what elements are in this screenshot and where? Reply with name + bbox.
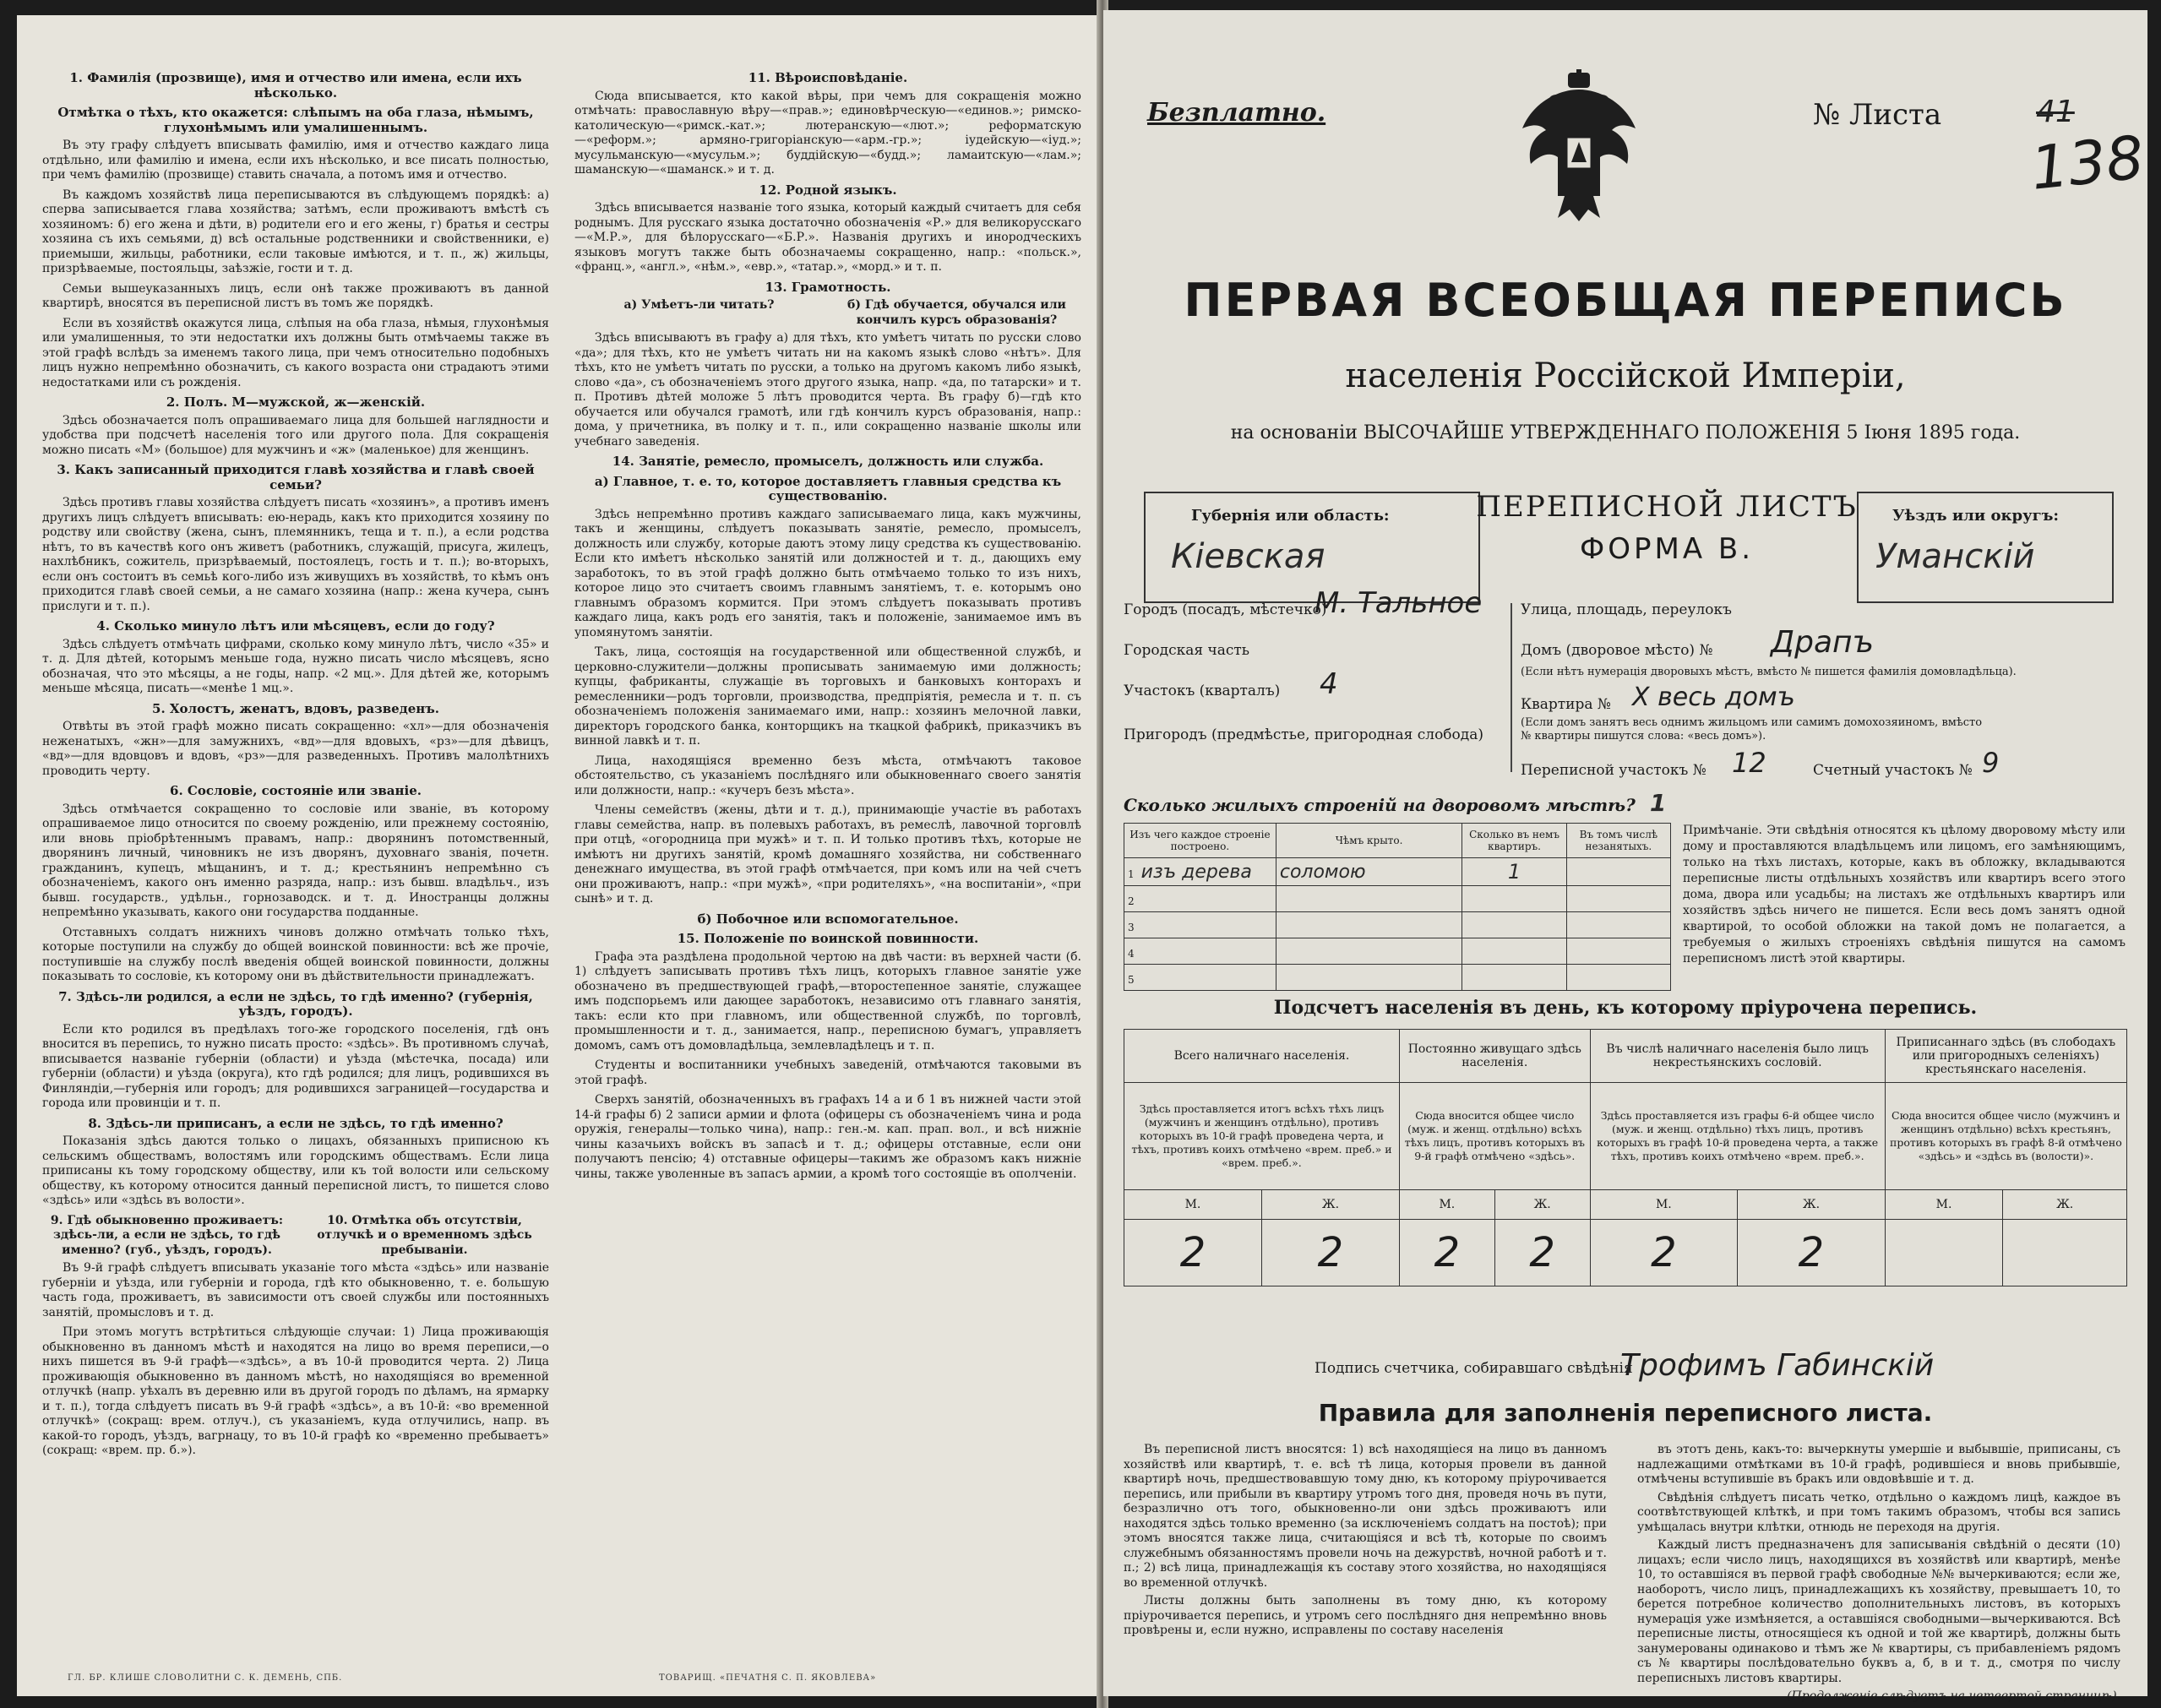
- buildings-table-header: [1124, 824, 1671, 858]
- sheet-number-label: № Листа: [1813, 98, 1942, 132]
- census-subtitle: населенія Россійской Имперіи,: [1345, 356, 1906, 395]
- building-flats-cell: [1462, 912, 1566, 938]
- female-label: Ж.: [1738, 1190, 1886, 1220]
- paired-headings: [574, 298, 1081, 328]
- double-headed-eagle-icon: [1516, 69, 1642, 221]
- building-flats-cell: [1462, 938, 1566, 965]
- building-material-cell: [1124, 965, 1276, 991]
- section-heading: 4. Сколько минуло лѣтъ или мѣсяцевъ, если до году?: [96, 618, 495, 634]
- instruction-paragraph: Здѣсь вписывается названіе того языка, который каждый считаетъ для себя роднымъ. Для русскаго языка достаточно обозначенія «Р.» для великорусскаго—«М.Р.», для бѣлорусскаго—«Б.Р.». Названія другихъ и инородческихъ языковъ могутъ также быть обозначаемы сокращенно, напр.: «польск.», «франц.», «англ.», «нѣм.», «евр.», «татар.», «морд.» и т. п.: [574, 201, 1081, 274]
- count-group-description: Сюда вносится общее число (муж. и женщ. отдѣльно) всѣхъ тѣхъ лицъ, противъ которыхъ въ 9-й графѣ отмѣчено «здѣсь».: [1399, 1083, 1590, 1190]
- building-vacant-cell: [1566, 886, 1670, 912]
- section-heading: 7. Здѣсь-ли родился, а если не здѣсь, то гдѣ именно? (губернія, уѣздъ, городъ).: [58, 988, 533, 1019]
- section-heading: 8. Здѣсь-ли приписанъ, а если не здѣсь, то гдѣ именно?: [88, 1115, 504, 1131]
- section-heading: 10. Отмѣтка объ отсутствіи, отлучкѣ и о временномъ здѣсь пребываніи.: [317, 1213, 532, 1257]
- building-flats-cell: [1462, 886, 1566, 912]
- table-row: [1124, 938, 1671, 965]
- count-group-description: Сюда вносится общее число (мужчинъ и женщинъ отдѣльно) всѣхъ крестьянъ, противъ которыхъ въ графѣ 8-й отмѣчено «здѣсь» и «здѣсь въ (волости)».: [1885, 1083, 2126, 1190]
- uezd-value: Уманскій: [1875, 537, 2035, 576]
- census-form-sheet: [1103, 10, 2147, 1703]
- section-heading: 1. Фамилія (прозвище), имя и отчество или имена, если ихъ нѣсколько.: [69, 70, 522, 101]
- male-label: М.: [1885, 1190, 2003, 1220]
- table-row: [1124, 858, 1671, 886]
- population-count-table: [1124, 1029, 2127, 1286]
- col-flats: Сколько въ немъ квартиръ.: [1462, 824, 1566, 858]
- instruction-paragraph: Отвѣты въ этой графѣ можно писать сокращенно: «хл»—для обозначенія неженатыхъ, «жн»—для замужнихъ, «вд»—для вдовыхъ, «рз»—для дѣвицъ, «вд»—для вдовцовъ и вдовъ, «рз»—для разведенныхъ. Противъ малолѣтнихъ проводить черту.: [42, 720, 549, 778]
- section-heading: 3. Какъ записанный приходится главѣ хозяйства и главѣ своей семьи?: [57, 462, 535, 492]
- house-label: Домъ (дворовое мѣсто) №: [1521, 642, 1713, 659]
- instruction-paragraph: Здѣсь отмѣчается сокращенно то сословіе или званіе, въ которому опрашиваемое лицо относится по своему рожденію, или прежнему состоянію, или вновь пріобрѣтеннымъ правамъ, напр.: дворянинъ потомственный, дворянинъ личный, чиновникъ не изъ дворянъ, духовнаго званія, почетн. гражданинъ, купецъ, мѣщанинъ, и т. д.; крестьянинъ непремѣнно съ обозначеніемъ, какого онъ именно разряда, напр.: изъ бывш. владѣльч., изъ бывш. государств., удѣльн., горнозаводск. и т. д. Иностранцы должны непремѣнно указывать, какого они государства подданные.: [42, 802, 549, 919]
- instruction-paragraph: Въ каждомъ хозяйствѣ лица переписываются въ слѣдующемъ порядкѣ: а) сперва записывается глава хозяйства; затѣмъ, если проживаютъ вмѣстѣ съ хозяиномъ: б) его жена и дѣти, в) родители его и его жены, г) братья и сестры хозяина съ ихъ семьями, д) всѣ остальные родственники и свойственники, е) приемыши, жильцы, работники, если таковые имѣются, и т. п., ж) жильцы, призрѣваемые, постояльцы, заѣзжіе, гости и т. д.: [42, 188, 549, 275]
- rules-column-1: [1124, 1443, 1607, 1688]
- instruction-paragraph: Здѣсь непремѣнно противъ каждаго записываемаго лица, какъ мужчины, такъ и женщины, слѣдуетъ показывать занятіе, ремесло, промыселъ, должность или службу, которые даютъ этому лицу средства къ существованію. Если кто имѣетъ нѣсколько занятій или должностей и т. д., дающихъ ему заработокъ, то въ этой графѣ должно быть отмѣчаемо только то изъ нихъ, которое лицо это считаетъ своимъ главнымъ занятіемъ, т. е. которымъ оно главнымъ образомъ кормится. При этомъ слѣдуетъ показывать противъ каждаго лица, какъ родъ его занятія, такъ и положеніе, занимаемое имъ въ упомянутомъ занятіи.: [574, 507, 1081, 639]
- male-label: М.: [1124, 1190, 1262, 1220]
- building-flats-cell: [1462, 965, 1566, 991]
- male-label: М.: [1590, 1190, 1738, 1220]
- population-count-title: Подсчетъ населенія въ день, къ которому пріурочена перепись.: [1273, 997, 1978, 1019]
- census-main-title: ПЕРВАЯ ВСЕОБЩАЯ ПЕРЕПИСЬ: [1184, 274, 2067, 327]
- apartment-note-1: (Если домъ занятъ весь однимъ жильцомъ или самимъ домохозяиномъ, вмѣсто: [1521, 716, 1983, 729]
- apartment-label: Квартира №: [1521, 696, 1611, 713]
- instruction-paragraph: Здѣсь обозначается полъ опрашиваемаго лица для большей наглядности и удобства при подсчетѣ населенія того или другого пола. Для сокращенія можно писать «М» (большое) для мужчинъ и «ж» (маленькое) для женщинъ.: [42, 413, 549, 457]
- instruction-paragraph: Здѣсь вписываютъ въ графу а) для тѣхъ, кто умѣетъ читать по русски слово «да»; для тѣхъ, кто не умѣетъ читать ни на какомъ языкѣ слово «нѣтъ». Для тѣхъ, кто не умѣетъ читать по русски, а только на другомъ какомъ либо языкѣ, слово «да», съ обозначеніемъ этого другого языка, напр. «да, по татарски» и т. п. Противъ дѣтей моложе 5 лѣтъ проводится черта. Въ графу б)—гдѣ кто обучается или обучался грамотѣ, или гдѣ кончилъ курсъ образованія, напр.: дома, у причетника, въ полку и т. п., или сокращенно названіе школы или учебнаго заведенія.: [574, 331, 1081, 449]
- section-heading: 14. Занятіе, ремесло, промыселъ, должность или служба.: [612, 454, 1044, 469]
- rules-column-2: [1637, 1443, 2120, 1703]
- building-vacant-cell: [1566, 912, 1670, 938]
- instruction-paragraph: Такъ, лица, состоящія на государственной или общественной службѣ, и церковно-служители—должны прописывать занимаемую ими должность; купцы, фабриканты, служащіе въ торговыхъ и банковыхъ конторахъ и ремесленники—родъ торговли, производства, предпріятія, ремесла и т. п. съ обозначеніемъ положенія занимаемаго ими, напр.: хозяинъ мелочной лавки, директоръ городского банка, конторщикъ на ткацкой фабрикѣ, приказчикъ въ винной лавкѣ и т. п.: [574, 645, 1081, 748]
- instruction-paragraph: Въ 9-й графѣ слѣдуетъ вписывать указаніе того мѣста «здѣсь» или названіе губерніи и уѣзда, или губерніи и города, гдѣ кто обыкновенно, т. е. большую часть года, проживаетъ, въ зависимости отъ своей службы или постоянныхъ занятій, промысловъ и т. д.: [42, 1261, 549, 1319]
- row-number: 3: [1128, 921, 1135, 933]
- table-row: [1124, 912, 1671, 938]
- instruction-paragraph: Если въ хозяйствѣ окажутся лица, слѣпыя на оба глаза, нѣмыя, глухонѣмыя или умалишенныя, то эти недостатки ихъ должны быть отмѣчаемы также въ этой графѣ вслѣдъ за именемъ такого лица, при чемъ относительно подобныхъ лицъ нужно непремѣнно обозначить, съ какого возраста они страдаютъ этими недостатками или съ рожденія.: [42, 316, 549, 389]
- section-heading: 5. Холостъ, женатъ, вдовъ, разведенъ.: [152, 700, 439, 716]
- uezd-label: Уѣздъ или округъ:: [1892, 507, 2060, 525]
- apartment-value: X весь домъ: [1632, 683, 1795, 712]
- dwellings-value: 1: [1649, 789, 1667, 817]
- building-roof-cell: соломою: [1276, 858, 1462, 886]
- house-value: Драпъ: [1771, 625, 1875, 660]
- instructions-column-1: [42, 66, 549, 1603]
- section-heading: 9. Гдѣ обыкновенно проживаетъ: здѣсь-ли, а если не здѣсь, то гдѣ именно? (губ., уѣздъ, городъ).: [50, 1213, 284, 1257]
- rules-paragraph: Каждый листъ предназначенъ для записыванія свѣдѣній о десяти (10) лицахъ; если число лицъ, находящихся въ хозяйствѣ или квартирѣ, менѣе 10, то оставшіяся въ первой графѣ свободные №№ вычеркиваются; если же, наоборотъ, число лицъ, принадлежащихъ къ хозяйству, превышаетъ 10, то берется потребное количество дополнительныхъ листовъ, въ которыхъ нумерація уже измѣняется, а оставшіяся свободными—вычеркиваются. Всѣ переписные листы, относящіеся къ одной и той же квартирѣ, должны быть занумерованы одинаково и тѣмъ же № квартиры, съ прибавленіемъ рядомъ съ № квартиры послѣдовательно буквъ а, б, в и т. д., смотря по числу переписныхъ листовъ квартиры.: [1637, 1538, 2120, 1685]
- instruction-paragraph: Если кто родился въ предѣлахъ того-же городского поселенія, гдѣ онъ вносится въ перепись, то нужно писать просто: «здѣсь». Въ противномъ случаѣ, вписывается названіе губерніи (области) и уѣзда (мѣстечка, посада) или губерніи (области) и уѣзда (округа), кто гдѣ родился; для лицъ, родившихся въ Финляндіи,—губернія или городъ; для родившихся заграницей—государства и города или провинціи и т. п.: [42, 1022, 549, 1110]
- building-flats-cell: 1: [1462, 858, 1566, 886]
- suburb-label: Пригородъ (предмѣстье, пригородная слобода): [1124, 726, 1484, 743]
- instruction-paragraph: Сверхъ занятій, обозначенныхъ въ графахъ 14 а и б 1 въ нижней части этой 14-й графы б) 2 записи армии и флота (офицеры съ обозначеніемъ чина и рода оружія, генералы—только чина), напр.: ген.-м. кап. прап. вол., и всѣ нижніе чины казачьихъ войскъ въ запасѣ и т. д.; офицеры отставные, если они получаютъ пенсію; 4) отставные офицеры—такимъ же образомъ какъ нижніе чины, также уволенные въ запасъ армии, а кромѣ того состоящіе въ ополченіи.: [574, 1093, 1081, 1181]
- instruction-paragraph: Студенты и воспитанники учебныхъ заведеній, отмѣчаются таковыми въ этой графѣ.: [574, 1058, 1081, 1087]
- female-label: Ж.: [1261, 1190, 1399, 1220]
- instruction-paragraph: При этомъ могутъ встрѣтиться слѣдующіе случаи: 1) Лица проживающія обыкновенно въ данномъ мѣстѣ и находятся на лицо во время переписи,—о нихъ пишется въ 9-й графѣ—«здѣсь», а въ 10-й проводится черта. 2) Лица проживающія обыкновенно въ данномъ мѣстѣ, но находящіяся во временной отлучкѣ (напр. уѣхалъ въ деревню или въ другой городъ по дѣламъ, на ярмарку и т. п.), тогда слѣдуетъ писать въ 9-й графѣ «здѣсь», а въ 10-й: «во временной отлучкѣ» (сокращ: врем. отлуч.), съ указаніемъ, куда отлучились, напр. въ какой-то городъ, уѣздъ, вагрнацу, то въ 10-й графѣ ко «временно пребываетъ» (сокращ: «врем. пр. б.»).: [42, 1325, 549, 1457]
- instruction-paragraph: Показанія здѣсь даются только о лицахъ, обязанныхъ приписною къ сельскимъ обществамъ, волостямъ или городскимъ обществамъ. Если лица приписаны къ тому городскому обществу, или къ той волости или сельскому обществу, къ которому относится данный переписной листъ, то пишется слово «здѣсь» или «здѣсь въ волости».: [42, 1134, 549, 1207]
- row-number: 2: [1128, 895, 1135, 907]
- uezd-field: [1857, 492, 2114, 603]
- female-count: 2: [1494, 1220, 1590, 1286]
- section-heading: а) Умѣетъ-ли читать?: [623, 298, 775, 312]
- row-number: 5: [1128, 973, 1135, 986]
- enumerator-signature-label: Подпись счетчика, собиравшаго свѣдѣнія: [1315, 1360, 1633, 1377]
- col-vacant: Въ томъ числѣ незанятыхъ.: [1566, 824, 1670, 858]
- count-table-descriptions: [1124, 1083, 2127, 1190]
- instruction-paragraph: Лица, находящіяся временно безъ мѣста, отмѣчаютъ таковое обстоятельство, съ указаніемъ послѣдняго или обыкновеннаго своего занятія или должности, напр.: «кучеръ безъ мѣста».: [574, 753, 1081, 797]
- section-heading: Отмѣтка о тѣхъ, кто окажется: слѣпымъ на оба глаза, нѣмымъ, глухонѣмымъ или умалишеннымъ.: [57, 105, 534, 135]
- enumerator-signature: Трофимъ Габинскій: [1620, 1348, 1935, 1383]
- sheet-number-value: 41: [2036, 95, 2075, 129]
- buildings-table: [1124, 823, 1671, 991]
- col-roof: Чѣмъ крыто.: [1276, 824, 1462, 858]
- rules-title: Правила для заполненія переписного листа.: [1318, 1399, 1933, 1427]
- instructions-column-2: [574, 66, 1081, 1603]
- section-heading: 11. Вѣроисповѣданіе.: [748, 70, 908, 85]
- left-page-instructions: [17, 15, 1100, 1696]
- count-group-heading: Постоянно живущаго здѣсь населенія.: [1399, 1030, 1590, 1083]
- printer-imprint-right: ТОВАРИЩ. «ПЕЧАТНЯ С. П. ЯКОВЛЕВА»: [659, 1673, 877, 1683]
- rules-continued-note: (Продолженіе слѣдуетъ на четвертой страницѣ).: [1787, 1689, 2120, 1703]
- instruction-paragraph: Графа эта раздѣлена продольной чертою на двѣ части: въ верхней части (б. 1) слѣдуетъ записывать противъ тѣхъ лицъ, которыхъ главное занятіе уже обозначено въ предшествующей графѣ,—второстепенное занятіе, служащее имъ подспорьемъ или дающее заработокъ, независимо отъ главнаго занятія, такъ: если кто при главномъ, или общественной службѣ, по торговлѣ, промышленности и т. д., занимается, напр., переписною бумагъ, управляетъ домомъ, самъ отъ домовладѣльца, землевладѣлецъ и т. п.: [574, 949, 1081, 1053]
- section-heading: 2. Полъ. М—мужской, ж—женскій.: [166, 394, 426, 410]
- rules-paragraph: въ этотъ день, какъ-то: вычеркнуты умершіе и выбывшіе, приписаны, съ надлежащими отмѣтками въ 10-й графѣ, родившіеся и вновь прибывшіе, отмѣчены вступившіе въ бракъ или овдовѣвшіе и т. д.: [1637, 1443, 2120, 1486]
- precinct-value: 4: [1320, 667, 1338, 701]
- row-number: 1: [1128, 868, 1135, 880]
- count-group-heading: Всего наличнаго населенія.: [1124, 1030, 1400, 1083]
- dwellings-question: [1124, 789, 1666, 817]
- instruction-paragraph: Члены семействъ (жены, дѣти и т. д.), принимающіе участіе въ работахъ главы семейства, напр. въ полевыхъ работахъ, въ ремеслѣ, лавочной торговлѣ при отцѣ, «огородница при мужѣ» и т. п. И только противъ тѣхъ, которые не имѣютъ ни другихъ занятій, кромѣ домашняго хозяйства, ни собственнаго денежнаго имущества, въ этой графѣ отмѣчается, при комъ или на чей счетъ они проживаютъ, напр.: «при мужѣ», «при родителяхъ», «на воспитаніи», «при сынѣ» и т. д.: [574, 803, 1081, 906]
- guberniya-label: Губернія или область:: [1191, 507, 1390, 525]
- table-row: [1124, 965, 1671, 991]
- female-count: [2003, 1220, 2127, 1286]
- building-material-cell: [1124, 858, 1276, 886]
- city-value: М. Тальное: [1315, 586, 1483, 620]
- male-count: [1885, 1220, 2003, 1286]
- building-roof-cell: [1276, 938, 1462, 965]
- census-area-value: 12: [1732, 747, 1766, 779]
- rules-paragraph: Листы должны быть заполнены въ тому дню, къ которому пріурочивается перепись, и утромъ сего послѣдняго дня непремѣнно вновь провѣрены и, если нужно, исправлены по составу населенія: [1124, 1594, 1607, 1637]
- building-roof-cell: [1276, 965, 1462, 991]
- handwritten-archive-number: 138: [2028, 122, 2147, 204]
- instruction-paragraph: Отставныхъ солдатъ нижнихъ чиновъ должно отмѣчать только тѣхъ, которые поступили на службу до общей воинской повинности: всѣ же прочіе, поступившіе на службу послѣ введенія общей воинской повинности, должны показывать то сословіе, къ которому они въ дѣйствительности принадлежатъ.: [42, 925, 549, 983]
- paired-headings: [42, 1214, 549, 1259]
- guberniya-value: Кіевская: [1171, 537, 1325, 576]
- section-heading: б) Побочное или вспомогательное.: [697, 911, 959, 927]
- count-area-label: Счетный участокъ №: [1813, 762, 1973, 779]
- count-group-heading: Приписаннаго здѣсь (въ слободахъ или пригородныхъ селеніяхъ) крестьянскаго населенія.: [1885, 1030, 2126, 1083]
- building-material-cell: [1124, 912, 1276, 938]
- section-heading: 12. Родной языкъ.: [759, 182, 897, 198]
- section-heading: 15. Положеніе по воинской повинности.: [677, 931, 979, 946]
- building-material-cell: [1124, 886, 1276, 912]
- count-group-heading: Въ числѣ наличнаго населенія было лицъ некрестьянскихъ сословій.: [1590, 1030, 1885, 1083]
- city-label: Городъ (посадъ, мѣстечко): [1124, 601, 1327, 618]
- building-vacant-cell: [1566, 858, 1670, 886]
- male-count: 2: [1399, 1220, 1494, 1286]
- rules-paragraph: Въ переписной листъ вносятся: 1) всѣ находящіеся на лицо въ данномъ хозяйствѣ или квартирѣ, т. е. всѣ тѣ лица, которыя провели въ данной квартирѣ ночь, предшествовавшую тому дню, къ которому пріурочивается перепись, или прибыли въ квартиру утромъ того дня, проведя ночь въ пути, безразлично отъ того, обыкновенно-ли они здѣсь проживаютъ или находятся здѣсь только временно (за исключеніемъ солдатъ на постоѣ); при этомъ вносятся также лица, считающіяся и всѣ тѣ, которые по своимъ служебнымъ обязанностямъ провели ночь на дежурствѣ, ночной работѣ и т. п.; 2) всѣ лица, принадлежащія къ составу этого хозяйства, но находящіяся во временной отлучкѣ.: [1124, 1443, 1607, 1590]
- section-heading: а) Главное, т. е. то, которое доставляетъ главныя средства къ существованію.: [594, 473, 1062, 503]
- col-material: Изъ чего каждое строеніе построено.: [1124, 824, 1276, 858]
- printer-imprint-left: ГЛ. БР. КЛИШЕ СЛОВОЛИТНИ С. К. ДЕМЕНЬ, СПБ.: [68, 1673, 343, 1683]
- instruction-paragraph: Здѣсь слѣдуетъ отмѣчать цифрами, сколько кому минуло лѣтъ, число «35» и т. д. Для дѣтей, которымъ меньше года, нужно писать число мѣсяцевъ, ясно обозначая, что это мѣсяцы, а не годы, напр. «2 мц.». Для дѣтей же, которымъ меньше мѣсяца, писать—«менѣе 1 мц.».: [42, 637, 549, 695]
- count-group-description: Здѣсь проставляется итогъ всѣхъ тѣхъ лицъ (мужчинъ и женщинъ отдѣльно), противъ которыхъ въ 10-й графѣ проведена черта, и тѣхъ, противъ коихъ отмѣчено «врем. преб.» и «врем. преб.».: [1124, 1083, 1400, 1190]
- section-heading: 13. Грамотность.: [765, 279, 891, 295]
- building-material-cell: [1124, 938, 1276, 965]
- census-legal-basis: на основаніи ВЫСОЧАЙШЕ УТВЕРЖДЕННАГО ПОЛОЖЕНІЯ 5 Іюня 1895 года.: [1230, 422, 2021, 443]
- female-label: Ж.: [1494, 1190, 1590, 1220]
- count-area-value: 9: [1982, 747, 2000, 779]
- building-roof-cell: [1276, 886, 1462, 912]
- instruction-paragraph: Сюда вписывается, кто какой вѣры, при чемъ для сокращенія можно отмѣчать: православную вѣру—«прав.»; единовѣрческую—«единов.»; римско-католическую—«римск.-кат.»; лютеранскую—«лют.»; реформатскую—«реформ.»; армяно-григоріанскую—«арм.-гр.»; іудейскую—«іуд.»; мусульманскую—«мусульм.»; буддійскую—«будд.»; ламаитскую—«лам.»; шаманскую—«шаманск.» и т. д.: [574, 89, 1081, 177]
- count-table-sex-labels: [1124, 1190, 2127, 1220]
- male-count: 2: [1124, 1220, 1262, 1286]
- precinct-label: Участокъ (кварталъ): [1124, 683, 1281, 699]
- address-divider: [1511, 603, 1512, 772]
- building-roof-cell: [1276, 912, 1462, 938]
- female-label: Ж.: [2003, 1190, 2127, 1220]
- instruction-paragraph: Здѣсь противъ главы хозяйства слѣдуетъ писать «хозяинъ», а противъ именъ другихъ лицъ слѣдуетъ вписывать: ею-нерадь, какъ кто приходится хозяину по родству или свойству (жена, сынъ, племянникъ, теща и т. п.), а если родства нѣтъ, то въ качествѣ кого онъ живетъ (работникъ, служащій, присуга, жилецъ, нахлѣбникъ, сожитель, призрѣваемый, постоялецъ, гость и т. п.); во-вторыхъ, если онъ состоитъ въ семьѣ кого-либо изъ живущихъ въ хозяйствѣ, то кѣмъ онъ приходится главѣ своей семьи, а не самаго хозяина (напр.: жена кучера, сынъ прислуги и т. п.).: [42, 496, 549, 613]
- male-count: 2: [1590, 1220, 1738, 1286]
- form-title-block: [1475, 490, 1859, 566]
- female-count: 2: [1261, 1220, 1399, 1286]
- census-area-label: Переписной участокъ №: [1521, 762, 1706, 779]
- table-row: [1124, 886, 1671, 912]
- count-table-heads: [1124, 1030, 2127, 1083]
- count-table-values: [1124, 1220, 2127, 1286]
- apartment-note-2: № квартиры пишутся слова: «весь домъ»).: [1521, 730, 1766, 742]
- building-vacant-cell: [1566, 938, 1670, 965]
- house-note: (Если нѣтъ нумерація дворовыхъ мѣстъ, вмѣсто № пишется фамилія домовладѣльца).: [1521, 666, 2017, 678]
- free-of-charge-label: Безплатно.: [1147, 98, 1326, 128]
- count-group-description: Здѣсь проставляется изъ графы 6-й общее число (муж. и женщ. отдѣльно) тѣхъ лицъ, противъ которыхъ въ графѣ 10-й проведена черта, а также тѣхъ, противъ коихъ отмѣчено «врем. преб.».: [1590, 1083, 1885, 1190]
- section-heading: б) Гдѣ обучается, обучался или кончилъ курсъ образованія?: [847, 298, 1066, 327]
- rules-paragraph: Свѣдѣнія слѣдуетъ писать четко, отдѣльно о каждомъ лицѣ, каждое въ соотвѣтствующей клѣткѣ, и при томъ такимъ образомъ, чтобы вся запись умѣщалась внутри клѣтки, отнюдь не переходя на другія.: [1637, 1490, 2120, 1534]
- city-district-label: Городская часть: [1124, 642, 1250, 659]
- street-label: Улица, площадь, переулокъ: [1521, 601, 1732, 618]
- male-label: М.: [1399, 1190, 1494, 1220]
- dwellings-question-text: Сколько жилыхъ строеній на дворовомъ мѣстѣ?: [1124, 795, 1636, 815]
- section-heading: 6. Сословіе, состояніе или званіе.: [170, 783, 422, 798]
- building-vacant-cell: [1566, 965, 1670, 991]
- census-sheet-title: ПЕРЕПИСНОЙ ЛИСТЪ: [1476, 490, 1858, 524]
- form-type-title: ФОРМА В.: [1579, 532, 1755, 566]
- instruction-paragraph: Семьи вышеуказанныхъ лицъ, если онѣ также проживаютъ въ данной квартирѣ, вносятся въ переписной листъ въ томъ же порядкѣ.: [42, 281, 549, 310]
- female-count: 2: [1738, 1220, 1886, 1286]
- row-number: 4: [1128, 947, 1135, 960]
- instruction-paragraph: Въ эту графу слѣдуетъ вписывать фамилію, имя и отчество каждаго лица отдѣльно, или фамилію и имена, если ихъ нѣсколько, и все писать полностью, при чемъ фамилію (прозвище) ставить сначала, а потомъ имя и отчество.: [42, 139, 549, 182]
- building-material-value: изъ дерева: [1140, 861, 1252, 883]
- buildings-remark: Примѣчаніе. Эти свѣдѣнія относятся къ цѣлому дворовому мѣсту или дому и проставляются владѣльцемъ или лицомъ, его замѣняющимъ, только на тѣхъ листахъ, которые, какъ въ обложку, вкладываются переписные листы отдѣльныхъ хозяйствъ или квартиръ всего этого дома, двора или усадьбы; на листахъ же отдѣльныхъ квартиръ или хозяйствъ здѣсь ничего не пишется. Если весь домъ занятъ одной квартирой, то особой обложки на такой домъ не полагается, а требуемыя о жилыхъ строеніяхъ свѣдѣнія пишутся на самомъ переписномъ листѣ этой квартиры.: [1683, 824, 2126, 966]
